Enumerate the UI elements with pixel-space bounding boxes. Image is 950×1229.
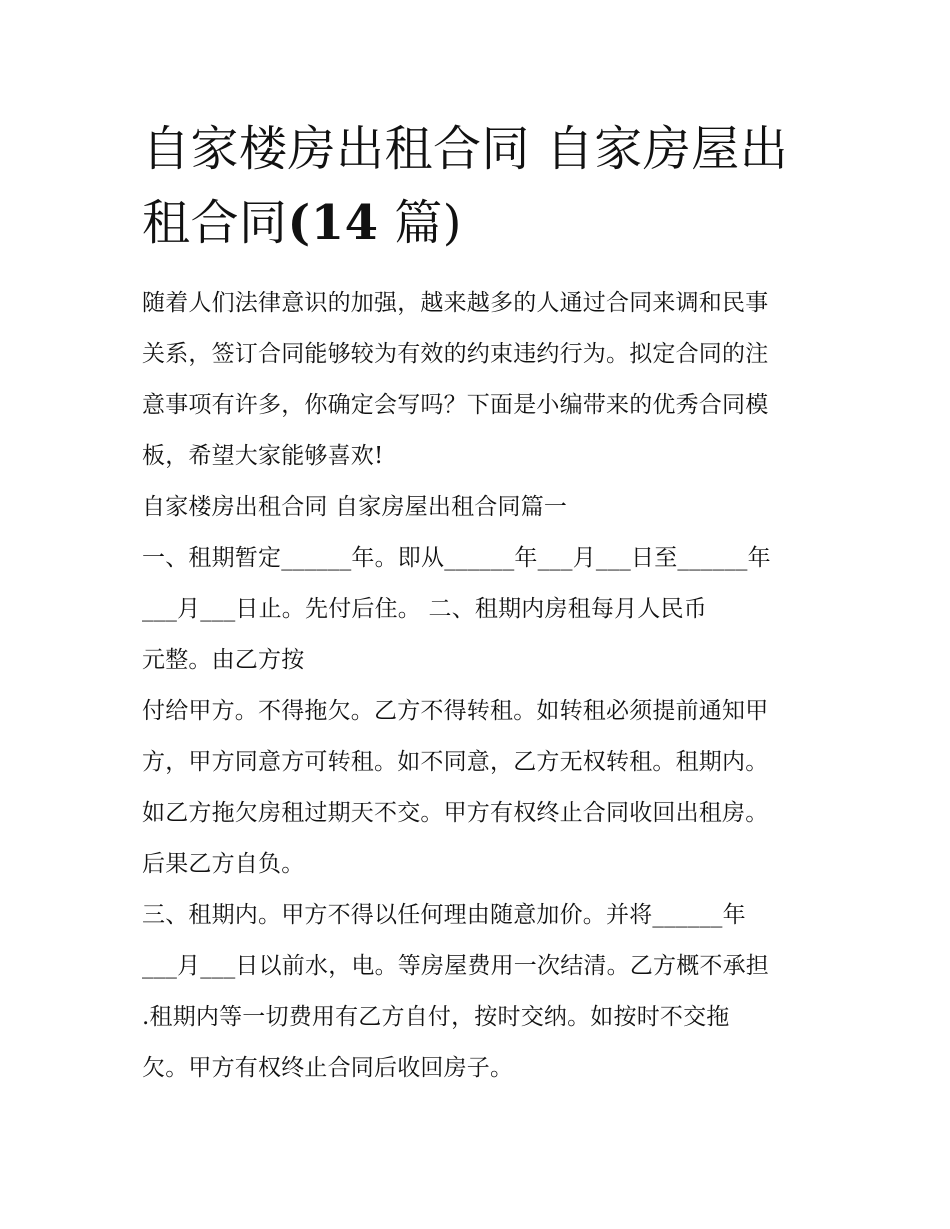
clause-line: 一、租期暂定______年。即从______年___月___日至______年 <box>142 545 771 571</box>
intro-paragraph <box>142 278 814 482</box>
clause-2 <box>142 686 814 890</box>
clause-line: 方，甲方同意方可转租。如不同意，乙方无权转租。租期内。 <box>142 749 769 775</box>
clause-3 <box>142 890 814 1094</box>
document-page <box>142 112 814 1094</box>
clause-line: 付给甲方。不得拖欠。乙方不得转租。如转租必须提前通知甲 <box>142 698 769 724</box>
title-line-2-prefix: 租合同 <box>142 195 288 251</box>
clause-1 <box>142 533 814 686</box>
intro-line: 意事项有许多，你确定会写吗？下面是小编带来的优秀合同模 <box>142 392 769 418</box>
clause-line: 后果乙方自负。 <box>142 851 305 877</box>
title-line-2-suffix: 篇) <box>378 195 463 251</box>
clause-line: 如乙方拖欠房租过期天不交。甲方有权终止合同收回出租房。 <box>142 800 769 826</box>
intro-line: 关系，签订合同能够较为有效的约束违约行为。拟定合同的注 <box>142 341 769 367</box>
intro-line: 随着人们法律意识的加强，越来越多的人通过合同来调和民事 <box>142 290 769 316</box>
section-heading <box>142 482 814 533</box>
title-line-1: 自家楼房出租合同 自家房屋出 <box>142 121 789 177</box>
intro-line: 板，希望大家能够喜欢! <box>142 443 384 469</box>
section-heading-text: 自家楼房出租合同 自家房屋出租合同篇一 <box>142 494 568 520</box>
title-count: (14 <box>287 195 379 251</box>
clause-line: ___月___日止。先付后住。 二、租期内房租每月人民币 <box>142 596 707 622</box>
clause-line: 三、租期内。甲方不得以任何理由随意加价。并将______年 <box>142 902 746 928</box>
title-line-2 <box>142 186 814 260</box>
clause-line: .租期内等一切费用有乙方自付，按时交纳。如按时不交拖 <box>142 1004 730 1030</box>
document-title <box>142 112 814 260</box>
clause-line: 欠。甲方有权终止合同后收回房子。 <box>142 1055 514 1081</box>
clause-line: ___月___日以前水，电。等房屋费用一次结清。乙方概不承担 <box>142 953 769 979</box>
clause-line: 元整。由乙方按 <box>142 647 305 673</box>
